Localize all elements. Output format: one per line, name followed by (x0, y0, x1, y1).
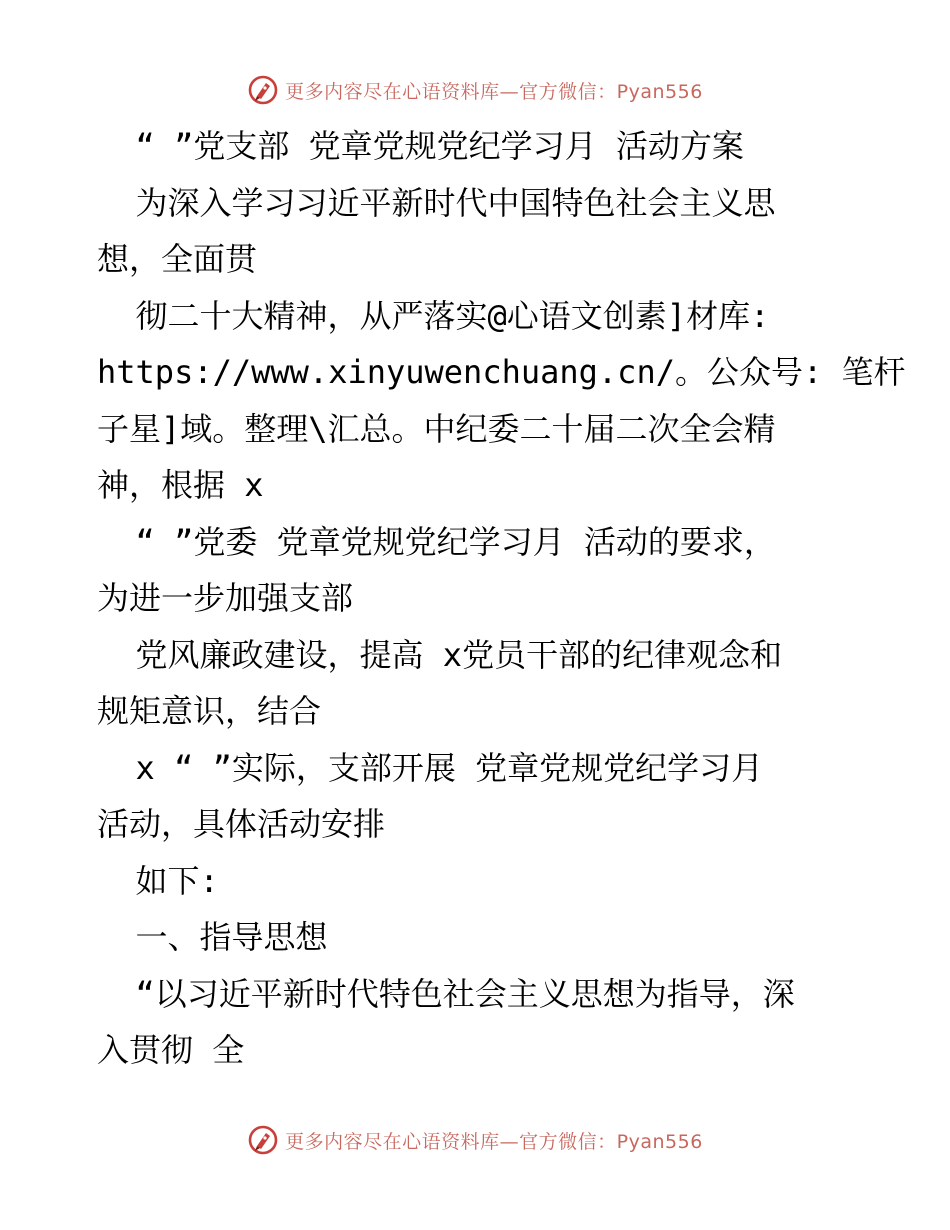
section-heading-line: 一、指导思想 (97, 918, 328, 956)
document-line: 为进一步加强支部 (97, 579, 354, 617)
document-line: 子星]域。整理\汇总。中纪委二十届二次全会精 (97, 409, 776, 448)
document-line: 为深入学习习近平新时代中国特色社会主义思 (97, 183, 776, 222)
document-line: 党风廉政建设，提高 x党员干部的纪律观念和 (97, 635, 783, 674)
document-line: https://www.xinyuwenchuang.cn/。公众号: 笔杆 (97, 353, 906, 391)
header-watermark-banner (0, 72, 950, 108)
document-line: 神，根据 x (97, 466, 264, 504)
pen-nib-logo-icon (247, 1124, 279, 1156)
watermark-text (285, 77, 703, 104)
document-line: 规矩意识，结合 (97, 692, 322, 730)
watermark-wechat-id: Pyan556 (616, 80, 703, 103)
document-line: 入贯彻 全 (97, 1031, 245, 1069)
document-line: “ ”党委 党章党规党纪学习月 活动的要求， (97, 522, 776, 561)
document-line: 活动，具体活动安排 (97, 805, 386, 843)
watermark-label: 更多内容尽在心语资料库—官方微信： (285, 1130, 617, 1153)
watermark-label: 更多内容尽在心语资料库—官方微信： (285, 80, 617, 103)
watermark-text (285, 1127, 703, 1154)
watermark-wechat-id: Pyan556 (616, 1130, 703, 1153)
document-title-line: “ ”党支部 党章党规党纪学习月 活动方案 (97, 127, 744, 165)
document-line: 想，全面贯 (97, 240, 258, 278)
document-line: 彻二十大精神，从严落实@心语文创素]材库: (97, 296, 770, 335)
document-line: “以习近平新时代特色社会主义思想为指导，深 (97, 974, 795, 1013)
document-line: x “ ”实际，支部开展 党章党规党纪学习月 (97, 748, 764, 787)
pen-nib-logo-icon (247, 74, 279, 106)
footer-watermark-banner (0, 1122, 950, 1158)
document-body (97, 118, 906, 1079)
document-line: 如下: (97, 861, 219, 900)
